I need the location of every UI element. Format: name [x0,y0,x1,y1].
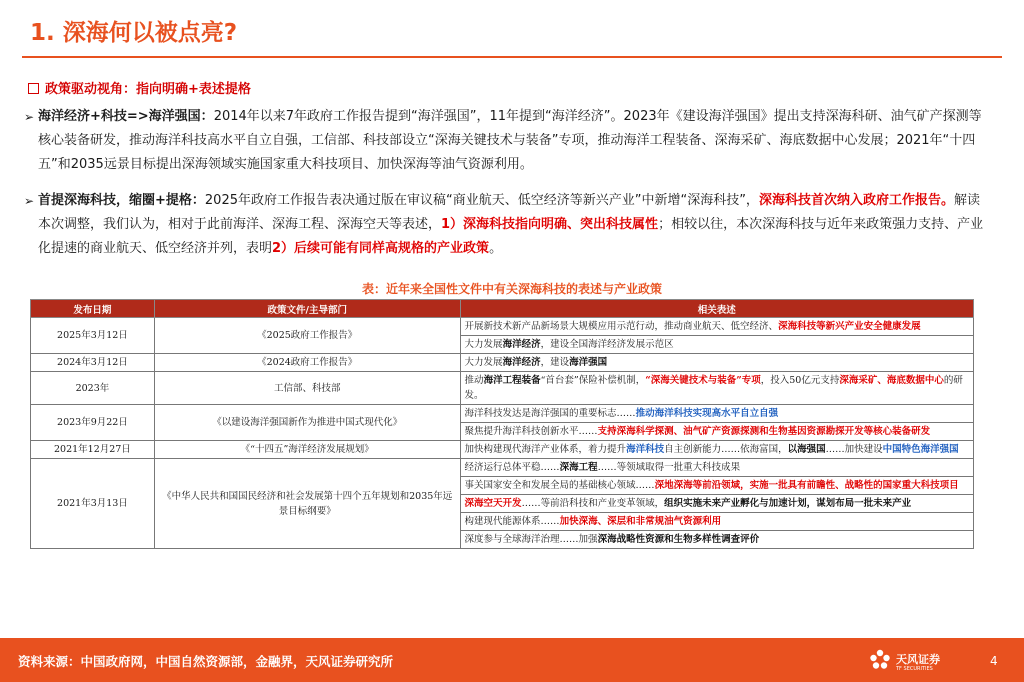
paragraph-lead: 首提深海科技，缩圈+提格： [38,193,205,208]
statement-text: 构建现代能源体系…… [464,516,560,527]
statement-bold: 深海战略性资源和生物多样性调查评价 [597,534,760,545]
statement-text: 自主创新能力……依海富国， [664,444,788,455]
cell-date: 2021年12月27日 [31,441,155,459]
column-header-statement: 相关表述 [460,300,973,318]
statement-text: 大力发展 [464,357,503,368]
table-row [31,354,974,372]
statement-text: ，建设全国海洋经济发展示范区 [540,339,674,350]
section-heading [28,78,251,97]
table-title: 表：近年来全国性文件中有关深海科技的表述与产业政策 [361,282,662,296]
cell-statement [460,336,973,354]
table-header-row [31,300,974,318]
cell-statement [460,423,973,441]
statement-text: 大力发展 [464,339,503,350]
statement-text: ……等前沿科技和产业变革领域， [521,498,665,509]
table-row [31,372,974,405]
logo-subtitle: TF SECURITIES [896,666,933,672]
statement-highlight-blue: 中国特色海洋强国 [882,444,959,455]
statement-bold: 海洋工程装备 [483,375,541,386]
paragraph-text: 解读本次调整，我们认为，相对于此前海洋、深海工程、深海空天等表述， [38,193,980,232]
title-divider [22,56,1002,58]
statement-highlight: 深海空天开发 [464,498,522,509]
cell-statement [460,459,973,477]
statement-text: 的研发。 [464,375,963,401]
statement-text: 推动 [464,375,484,386]
cell-statement [460,372,973,405]
highlight-text: 深海科技首次纳入政府工作报告。 [758,193,954,208]
cell-statement [460,531,973,549]
cell-statement [460,477,973,495]
paragraph-text: 2025年政府工作报告表决通过版在审议稿“商业航天、低空经济等新兴产业”中新增“深海科技”， [204,193,759,208]
statement-bold: 深海工程 [559,462,598,473]
section-heading-text: 政策驱动视角：指向明确+表述提格 [45,82,251,97]
cell-statement [460,318,973,336]
source-note: 资料来源：中国政府网，中国自然资源部，金融界，天风证券研究所 [18,654,394,669]
statement-highlight: 深地深海等前沿领域，实施一批具有前瞻性、战略性的国家重大科技项目 [654,480,959,491]
arrow-bullet-icon: ➢ [24,194,35,208]
cell-date: 2021年3月13日 [31,459,155,549]
table-row [31,318,974,336]
logo-name: 天风证券 [896,653,940,666]
table-row [31,441,974,459]
logo-flower-icon [868,648,892,672]
statement-text: 海洋科技发达是海洋强国的重要标志…… [464,408,636,419]
statement-highlight: “深海关键技术与装备”专项 [645,375,761,386]
statement-highlight-blue: 海洋科技 [626,444,665,455]
page-number: 4 [990,654,998,668]
statement-text: “首台套”保险补偿机制， [540,375,646,386]
cell-statement [460,513,973,531]
cell-date: 2023年9月22日 [31,405,155,441]
statement-text: 事关国家安全和发展全局的基础核心领域…… [464,480,655,491]
statement-highlight-blue: 推动海洋科技实现高水平自立自强 [635,408,779,419]
table-row [31,405,974,423]
statement-text: ……等领域取得一批重大科技成果 [597,462,741,473]
paragraph-deep-sea-tech [24,189,988,261]
table-row [31,459,974,477]
arrow-bullet-icon: ➢ [24,110,35,124]
statement-text: 开展新技术新产品新场景大规模应用示范行动，推动商业航天、低空经济、 [464,321,779,332]
statement-highlight: 加快深海、深层和非常规油气资源利用 [559,516,722,527]
cell-statement [460,354,973,372]
statement-bold: 以海强国 [787,444,826,455]
highlight-text: 1）深海科技指向明确、突出科技属性 [441,217,659,232]
cell-date: 2024年3月12日 [31,354,155,372]
statement-highlight: 深海科技等新兴产业安全健康发展 [778,321,921,332]
cell-date: 2023年 [31,372,155,405]
statement-text: ……加快建设 [825,444,883,455]
cell-date: 2025年3月12日 [31,318,155,354]
statement-bold: 海洋强国 [569,357,608,368]
paragraph-text: 。 [489,241,503,256]
statement-bold: 海洋经济 [502,339,541,350]
statement-text: 深度参与全球海洋治理……加强 [464,534,598,545]
statement-text: ，建设 [540,357,570,368]
cell-document: 《以建设海洋强国新作为推进中国式现代化》 [154,405,460,441]
statement-text: 加快构建现代海洋产业体系，着力提升 [464,444,627,455]
cell-document: 《2024政府工作报告》 [154,354,460,372]
checkbox-square-icon [28,83,39,94]
statement-highlight: 深海采矿、海底数据中心 [839,375,944,386]
statement-highlight: 支持深海科学探测、油气矿产资源探测和生物基因资源勘探开发等核心装备研发 [597,426,931,437]
paragraph-text: ；相较以往，本次深海科技与近年来政策强力支持、产业化提速的商业航天、低空经济并列，表明 [38,217,984,256]
paragraph-text: 2014年以来7年政府工作报告提到“海洋强国”，11年提到“海洋经济”。2023年《建设海洋强国》提出支持深海科研、油气矿产探测等核心装备研发，推动海洋科技高水平自立自强，工信部、科技部设立“深海关键技术与装备”专项，推动海洋工程装备、深海采矿、海底数据中心发展；2021年“十四五”和2035远景目标提出深海领域实施国家重大科技项目、加快深海等油气资源利用。 [38,109,982,172]
cell-statement [460,405,973,423]
cell-document: 《“十四五”海洋经济发展规划》 [154,441,460,459]
cell-document: 《中华人民共和国国民经济和社会发展第十四个五年规划和2035年远景目标纲要》 [154,459,460,549]
column-header-document: 政策文件/主导部门 [154,300,460,318]
paragraph-lead: 海洋经济+科技=>海洋强国： [38,109,214,124]
footer-bar [0,638,1024,682]
statement-text: ，投入50亿元支持 [760,375,840,386]
cell-statement [460,441,973,459]
statement-text: 经济运行总体平稳…… [464,462,560,473]
highlight-text: 2）后续可能有同样高规格的产业政策 [272,241,490,256]
cell-statement [460,495,973,513]
cell-document: 工信部、科技部 [154,372,460,405]
policy-table [30,299,974,549]
statement-bold: 海洋经济 [502,357,541,368]
paragraph-marine-economy [24,105,988,177]
column-header-date: 发布日期 [31,300,155,318]
cell-document: 《2025政府工作报告》 [154,318,460,354]
page-title: 1. 深海何以被点亮? [30,20,238,46]
statement-text: 聚焦提升海洋科技创新水平…… [464,426,598,437]
statement-bold: 组织实施未来产业孵化与加速计划，谋划布局一批未来产业 [664,498,912,509]
